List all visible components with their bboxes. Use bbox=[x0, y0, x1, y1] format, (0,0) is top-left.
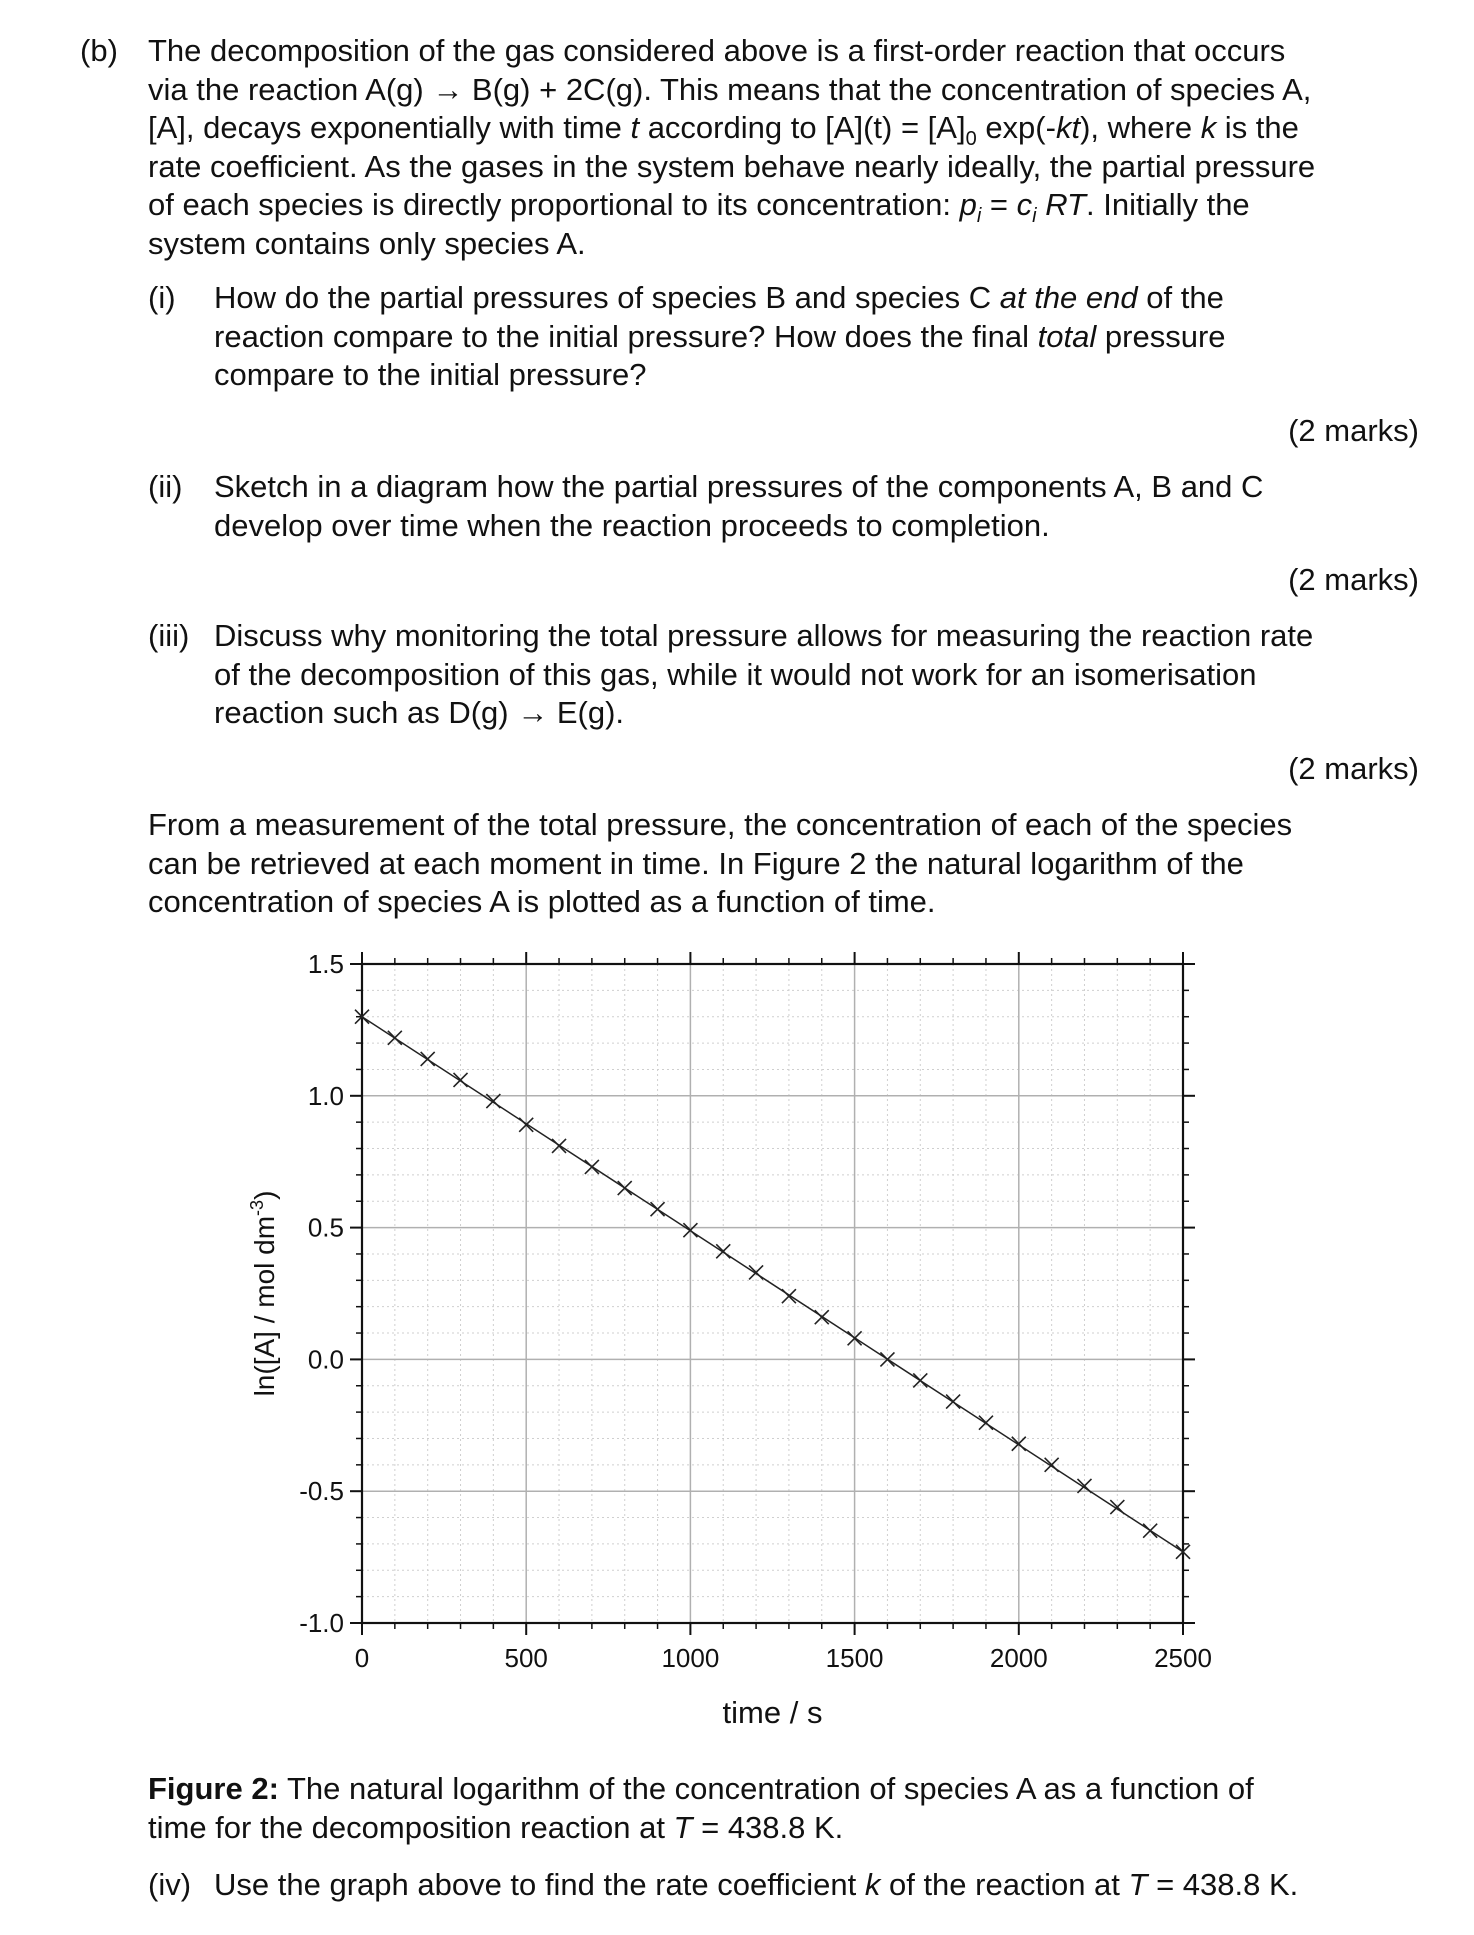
q-iii-line-3: reaction such as D(g) → E(g). bbox=[214, 695, 625, 730]
q-i-line-1: How do the partial pressures of species B and species C at the end of the bbox=[214, 280, 1224, 315]
data-point bbox=[979, 1416, 993, 1430]
chart-grid bbox=[362, 964, 1183, 1623]
x-axis-label: time / s bbox=[722, 1695, 823, 1730]
data-point bbox=[585, 1160, 599, 1174]
data-point bbox=[782, 1289, 796, 1303]
q-i-label: (i) bbox=[148, 280, 176, 315]
data-point bbox=[618, 1181, 632, 1195]
q-iii-marks: (2 marks) bbox=[1288, 751, 1419, 786]
x-tick-label: 1500 bbox=[825, 1643, 884, 1673]
x-tick-label: 1000 bbox=[661, 1643, 720, 1673]
intro-line-3: concentration of species A is plotted as a function of time. bbox=[148, 884, 936, 919]
part-b-line-3: [A], decays exponentially with time t according to $[A](t) = [A]_0$ exp(-kt), where k is the bbox=[148, 110, 1299, 151]
part-b-line-6: system contains only species A. bbox=[148, 225, 586, 261]
data-point bbox=[421, 1052, 435, 1066]
chart-axes bbox=[362, 964, 1183, 1623]
y-axis-label: ln([A] / mol $dm^{-3}$) bbox=[247, 1190, 280, 1397]
q-iii-line-2: of the decomposition of this gas, while it would not work for an isomerisation bbox=[214, 656, 1257, 692]
q-i-marks: (2 marks) bbox=[1288, 413, 1419, 448]
q-iii-label: (iii) bbox=[148, 618, 190, 653]
x-tick-label: 2000 bbox=[989, 1643, 1048, 1673]
part-b-line-4: rate coefficient. As the gases in the system behave nearly ideally, the partial pressure bbox=[148, 148, 1316, 184]
part-b-label: (b) bbox=[80, 33, 118, 68]
chart-tick-labels bbox=[299, 949, 1212, 1673]
x-tick-label: 0 bbox=[354, 1643, 370, 1673]
data-point bbox=[749, 1265, 763, 1279]
q-iv-label: (iv) bbox=[148, 1867, 192, 1902]
q-ii-marks: (2 marks) bbox=[1288, 562, 1419, 597]
q-i-line-2: reaction compare to the initial pressure? How does the final total pressure bbox=[214, 318, 1226, 354]
y-tick-label: 1.0 bbox=[307, 1080, 344, 1111]
y-tick-label: 0.5 bbox=[307, 1212, 344, 1243]
data-point bbox=[1110, 1500, 1124, 1514]
part-b-line-5: of each species is directly proportional to its concentration: $p_i = c_i$ RT. Initially the bbox=[148, 187, 1250, 228]
data-point bbox=[388, 1031, 402, 1045]
x-tick-label: 500 bbox=[504, 1643, 548, 1673]
q-ii-label: (ii) bbox=[148, 469, 183, 504]
q-ii-line-1: Sketch in a diagram how the partial pressures of the components A, B and C bbox=[214, 469, 1264, 504]
y-tick-label: 0.0 bbox=[307, 1344, 344, 1375]
data-point bbox=[815, 1310, 829, 1324]
intro-line-1: From a measurement of the total pressure, the concentration of each of the species bbox=[148, 807, 1293, 842]
q-iv-line-1: Use the graph above to find the rate coefficient k of the reaction at T = 438.8 K. bbox=[214, 1867, 1299, 1902]
plot-frame bbox=[362, 964, 1183, 1623]
q-i-line-3: compare to the initial pressure? bbox=[214, 357, 647, 392]
y-tick-label: -0.5 bbox=[299, 1476, 344, 1507]
y-tick-label: 1.5 bbox=[307, 949, 344, 979]
q-ii-line-2: develop over time when the reaction proceeds to completion. bbox=[214, 507, 1050, 543]
y-tick-label: -1.0 bbox=[299, 1608, 344, 1638]
chart-ticks bbox=[350, 952, 1195, 1635]
figure-caption: Figure 2: The natural logarithm of the concentration of species A as a function of time for the decomposition reaction at T = 438.8 K. bbox=[148, 1771, 1254, 1845]
x-tick-label: 2500 bbox=[1154, 1643, 1212, 1673]
q-iii-line-1: Discuss why monitoring the total pressure allows for measuring the reaction rate bbox=[214, 618, 1314, 653]
data-point bbox=[716, 1244, 730, 1258]
fit-line bbox=[362, 1017, 1183, 1552]
part-b-line-2: via the reaction A(g) → B(g) + 2C(g). This means that the concentration of species A, bbox=[148, 71, 1312, 107]
part-b-line-1: The decomposition of the gas considered above is a first-order reaction that occurs bbox=[148, 33, 1286, 68]
data-point bbox=[946, 1395, 960, 1409]
intro-line-2: can be retrieved at each moment in time. In Figure 2 the natural logarithm of the bbox=[148, 845, 1244, 881]
